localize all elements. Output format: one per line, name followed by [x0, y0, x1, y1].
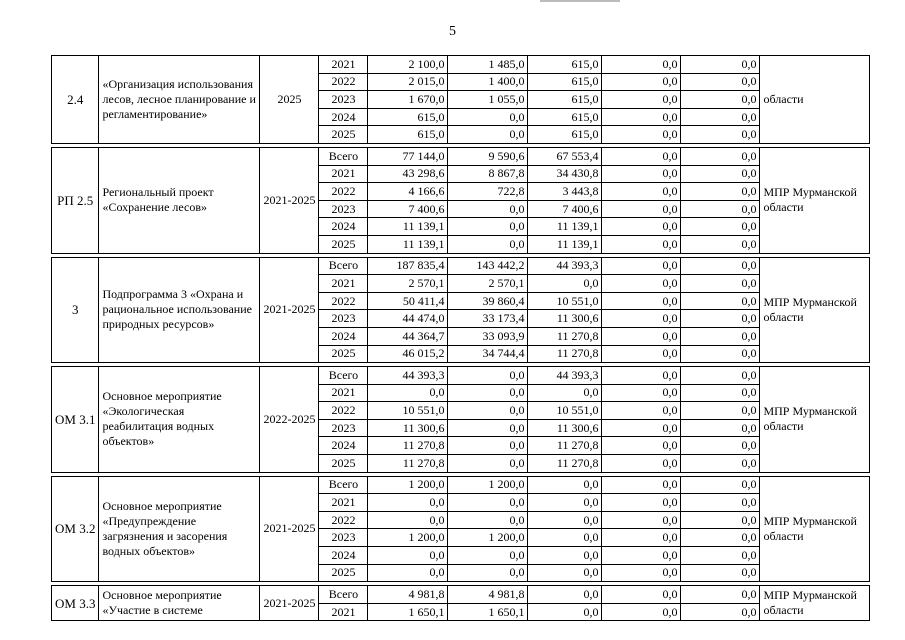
regional-budget-cell: 44 393,3: [528, 257, 602, 275]
total-amount-cell: 11 300,6: [368, 419, 448, 437]
extrabudget-cell: 0,0: [681, 91, 760, 109]
local-budget-cell: 0,0: [602, 547, 681, 565]
federal-budget-cell: 0,0: [448, 511, 528, 529]
federal-budget-cell: 722,8: [448, 183, 528, 201]
extrabudget-cell: 0,0: [681, 183, 760, 201]
program-funding-table: [51, 55, 870, 621]
regional-budget-cell: 34 430,8: [528, 165, 602, 183]
local-budget-cell: 0,0: [602, 603, 681, 621]
total-amount-cell: 11 139,1: [368, 218, 448, 236]
local-budget-cell: 0,0: [602, 73, 681, 91]
regional-budget-cell: 11 300,6: [528, 419, 602, 437]
local-budget-cell: 0,0: [602, 419, 681, 437]
extrabudget-cell: 0,0: [681, 603, 760, 621]
federal-budget-cell: 0,0: [448, 108, 528, 126]
year-cell: 2024: [319, 547, 368, 565]
federal-budget-cell: 143 442,2: [448, 257, 528, 275]
year-cell: Всего: [319, 476, 368, 494]
total-amount-cell: 0,0: [368, 511, 448, 529]
item-name-cell: Основное мероприятие «Экологическая реабилитация водных объектов»: [99, 367, 260, 473]
item-period-cell: 2021-2025: [260, 257, 319, 363]
year-cell: Всего: [319, 257, 368, 275]
year-cell: 2021: [319, 603, 368, 621]
extrabudget-cell: 0,0: [681, 476, 760, 494]
federal-budget-cell: 0,0: [448, 547, 528, 565]
year-cell: Всего: [319, 586, 368, 604]
federal-budget-cell: 33 173,4: [448, 310, 528, 328]
local-budget-cell: 0,0: [602, 476, 681, 494]
total-amount-cell: 1 670,0: [368, 91, 448, 109]
federal-budget-cell: 0,0: [448, 126, 528, 144]
table-row: [52, 257, 870, 275]
page-number: 5: [449, 24, 456, 39]
local-budget-cell: 0,0: [602, 275, 681, 293]
federal-budget-cell: 1 650,1: [448, 603, 528, 621]
extrabudget-cell: 0,0: [681, 367, 760, 385]
federal-budget-cell: 1 400,0: [448, 73, 528, 91]
local-budget-cell: 0,0: [602, 310, 681, 328]
total-amount-cell: 0,0: [368, 547, 448, 565]
total-amount-cell: 2 570,1: [368, 275, 448, 293]
executor-cell: МПР Мурманской области: [760, 257, 870, 363]
regional-budget-cell: 10 551,0: [528, 292, 602, 310]
year-cell: 2025: [319, 455, 368, 473]
local-budget-cell: 0,0: [602, 91, 681, 109]
table-row: [52, 56, 870, 74]
item-code-cell: ОМ 3.1: [52, 367, 99, 473]
regional-budget-cell: 11 270,8: [528, 345, 602, 363]
table-row: [52, 367, 870, 385]
total-amount-cell: 77 144,0: [368, 147, 448, 165]
item-name-cell: Основное мероприятие «Предупреждение загрязнения и засорения водных объектов»: [99, 476, 260, 582]
extrabudget-cell: 0,0: [681, 419, 760, 437]
local-budget-cell: 0,0: [602, 367, 681, 385]
extrabudget-cell: 0,0: [681, 511, 760, 529]
item-period-cell: 2025: [260, 56, 319, 144]
extrabudget-cell: 0,0: [681, 547, 760, 565]
item-name-cell: Подпрограмма 3 «Охрана и рациональное использование природных ресурсов»: [99, 257, 260, 363]
year-cell: 2021: [319, 494, 368, 512]
federal-budget-cell: 1 485,0: [448, 56, 528, 74]
year-cell: 2024: [319, 108, 368, 126]
regional-budget-cell: 615,0: [528, 73, 602, 91]
extrabudget-cell: 0,0: [681, 494, 760, 512]
regional-budget-cell: 0,0: [528, 529, 602, 547]
total-amount-cell: 4 981,8: [368, 586, 448, 604]
extrabudget-cell: 0,0: [681, 218, 760, 236]
federal-budget-cell: 0,0: [448, 437, 528, 455]
total-amount-cell: 2 015,0: [368, 73, 448, 91]
federal-budget-cell: 0,0: [448, 455, 528, 473]
extrabudget-cell: 0,0: [681, 402, 760, 420]
year-cell: 2022: [319, 511, 368, 529]
regional-budget-cell: 11 139,1: [528, 235, 602, 253]
year-cell: 2025: [319, 345, 368, 363]
total-amount-cell: 43 298,6: [368, 165, 448, 183]
extrabudget-cell: 0,0: [681, 257, 760, 275]
executor-cell: МПР Мурманской области: [760, 367, 870, 473]
local-budget-cell: 0,0: [602, 327, 681, 345]
federal-budget-cell: 0,0: [448, 235, 528, 253]
extrabudget-cell: 0,0: [681, 586, 760, 604]
federal-budget-cell: 39 860,4: [448, 292, 528, 310]
table-row: [52, 147, 870, 165]
item-code-cell: 2.4: [52, 56, 99, 144]
federal-budget-cell: 34 744,4: [448, 345, 528, 363]
local-budget-cell: 0,0: [602, 108, 681, 126]
year-cell: 2023: [319, 419, 368, 437]
federal-budget-cell: 0,0: [448, 402, 528, 420]
total-amount-cell: 44 364,7: [368, 327, 448, 345]
regional-budget-cell: 67 553,4: [528, 147, 602, 165]
item-period-cell: 2021-2025: [260, 586, 319, 621]
federal-budget-cell: 33 093,9: [448, 327, 528, 345]
total-amount-cell: 2 100,0: [368, 56, 448, 74]
total-amount-cell: 615,0: [368, 108, 448, 126]
regional-budget-cell: 0,0: [528, 384, 602, 402]
federal-budget-cell: 8 867,8: [448, 165, 528, 183]
federal-budget-cell: 0,0: [448, 494, 528, 512]
year-cell: 2025: [319, 126, 368, 144]
year-cell: 2023: [319, 200, 368, 218]
local-budget-cell: 0,0: [602, 126, 681, 144]
regional-budget-cell: 11 270,8: [528, 455, 602, 473]
regional-budget-cell: 615,0: [528, 108, 602, 126]
year-cell: Всего: [319, 147, 368, 165]
extrabudget-cell: 0,0: [681, 200, 760, 218]
local-budget-cell: 0,0: [602, 586, 681, 604]
extrabudget-cell: 0,0: [681, 564, 760, 582]
year-cell: 2023: [319, 529, 368, 547]
extrabudget-cell: 0,0: [681, 108, 760, 126]
federal-budget-cell: 0,0: [448, 367, 528, 385]
extrabudget-cell: 0,0: [681, 235, 760, 253]
total-amount-cell: 1 200,0: [368, 529, 448, 547]
regional-budget-cell: 3 443,8: [528, 183, 602, 201]
year-cell: 2023: [319, 310, 368, 328]
total-amount-cell: 187 835,4: [368, 257, 448, 275]
regional-budget-cell: 11 139,1: [528, 218, 602, 236]
regional-budget-cell: 0,0: [528, 511, 602, 529]
item-code-cell: РП 2.5: [52, 147, 99, 253]
regional-budget-cell: 7 400,6: [528, 200, 602, 218]
extrabudget-cell: 0,0: [681, 165, 760, 183]
local-budget-cell: 0,0: [602, 384, 681, 402]
item-name-cell: Основное мероприятие «Участие в системе: [99, 586, 260, 621]
total-amount-cell: 46 015,2: [368, 345, 448, 363]
item-name-cell: «Организация использования лесов, лесное планирование и регламентирование»: [99, 56, 260, 144]
federal-budget-cell: 9 590,6: [448, 147, 528, 165]
total-amount-cell: 44 393,3: [368, 367, 448, 385]
regional-budget-cell: 11 300,6: [528, 310, 602, 328]
local-budget-cell: 0,0: [602, 257, 681, 275]
extrabudget-cell: 0,0: [681, 437, 760, 455]
local-budget-cell: 0,0: [602, 147, 681, 165]
total-amount-cell: 11 270,8: [368, 437, 448, 455]
total-amount-cell: 7 400,6: [368, 200, 448, 218]
regional-budget-cell: 0,0: [528, 603, 602, 621]
table-row: [52, 476, 870, 494]
local-budget-cell: 0,0: [602, 218, 681, 236]
year-cell: Всего: [319, 367, 368, 385]
extrabudget-cell: 0,0: [681, 455, 760, 473]
regional-budget-cell: 0,0: [528, 564, 602, 582]
regional-budget-cell: 11 270,8: [528, 437, 602, 455]
extrabudget-cell: 0,0: [681, 310, 760, 328]
regional-budget-cell: 11 270,8: [528, 327, 602, 345]
year-cell: 2022: [319, 402, 368, 420]
local-budget-cell: 0,0: [602, 235, 681, 253]
item-period-cell: 2021-2025: [260, 147, 319, 253]
extrabudget-cell: 0,0: [681, 56, 760, 74]
year-cell: 2024: [319, 218, 368, 236]
extrabudget-cell: 0,0: [681, 345, 760, 363]
year-cell: 2025: [319, 564, 368, 582]
total-amount-cell: 615,0: [368, 126, 448, 144]
year-cell: 2022: [319, 292, 368, 310]
regional-budget-cell: 44 393,3: [528, 367, 602, 385]
year-cell: 2021: [319, 384, 368, 402]
federal-budget-cell: 4 981,8: [448, 586, 528, 604]
federal-budget-cell: 0,0: [448, 218, 528, 236]
local-budget-cell: 0,0: [602, 511, 681, 529]
executor-cell: области: [760, 56, 870, 144]
regional-budget-cell: 0,0: [528, 586, 602, 604]
year-cell: 2023: [319, 91, 368, 109]
total-amount-cell: 11 270,8: [368, 455, 448, 473]
extrabudget-cell: 0,0: [681, 126, 760, 144]
federal-budget-cell: 0,0: [448, 419, 528, 437]
year-cell: 2025: [319, 235, 368, 253]
local-budget-cell: 0,0: [602, 402, 681, 420]
federal-budget-cell: 1 200,0: [448, 476, 528, 494]
regional-budget-cell: 0,0: [528, 275, 602, 293]
item-period-cell: 2022-2025: [260, 367, 319, 473]
extrabudget-cell: 0,0: [681, 147, 760, 165]
total-amount-cell: 1 200,0: [368, 476, 448, 494]
table-row: [52, 586, 870, 604]
extrabudget-cell: 0,0: [681, 275, 760, 293]
extrabudget-cell: 0,0: [681, 384, 760, 402]
year-cell: 2024: [319, 327, 368, 345]
extrabudget-cell: 0,0: [681, 529, 760, 547]
regional-budget-cell: 0,0: [528, 476, 602, 494]
extrabudget-cell: 0,0: [681, 73, 760, 91]
item-name-cell: Региональный проект «Сохранение лесов»: [99, 147, 260, 253]
year-cell: 2022: [319, 73, 368, 91]
total-amount-cell: 4 166,6: [368, 183, 448, 201]
executor-cell: МПР Мурманской области: [760, 147, 870, 253]
federal-budget-cell: 0,0: [448, 384, 528, 402]
total-amount-cell: 11 139,1: [368, 235, 448, 253]
regional-budget-cell: 10 551,0: [528, 402, 602, 420]
extrabudget-cell: 0,0: [681, 327, 760, 345]
federal-budget-cell: 2 570,1: [448, 275, 528, 293]
local-budget-cell: 0,0: [602, 292, 681, 310]
extrabudget-cell: 0,0: [681, 292, 760, 310]
local-budget-cell: 0,0: [602, 200, 681, 218]
total-amount-cell: 50 411,4: [368, 292, 448, 310]
total-amount-cell: 0,0: [368, 564, 448, 582]
local-budget-cell: 0,0: [602, 455, 681, 473]
year-cell: 2024: [319, 437, 368, 455]
regional-budget-cell: 615,0: [528, 126, 602, 144]
local-budget-cell: 0,0: [602, 165, 681, 183]
regional-budget-cell: 615,0: [528, 91, 602, 109]
local-budget-cell: 0,0: [602, 494, 681, 512]
local-budget-cell: 0,0: [602, 529, 681, 547]
total-amount-cell: 0,0: [368, 494, 448, 512]
year-cell: 2021: [319, 275, 368, 293]
total-amount-cell: 10 551,0: [368, 402, 448, 420]
year-cell: 2021: [319, 165, 368, 183]
item-code-cell: ОМ 3.2: [52, 476, 99, 582]
federal-budget-cell: 0,0: [448, 200, 528, 218]
local-budget-cell: 0,0: [602, 564, 681, 582]
regional-budget-cell: 0,0: [528, 547, 602, 565]
year-cell: 2022: [319, 183, 368, 201]
local-budget-cell: 0,0: [602, 56, 681, 74]
regional-budget-cell: 0,0: [528, 494, 602, 512]
regional-budget-cell: 615,0: [528, 56, 602, 74]
item-period-cell: 2021-2025: [260, 476, 319, 582]
federal-budget-cell: 0,0: [448, 564, 528, 582]
item-code-cell: 3: [52, 257, 99, 363]
executor-cell: МПР Мурманской области: [760, 586, 870, 621]
local-budget-cell: 0,0: [602, 437, 681, 455]
total-amount-cell: 0,0: [368, 384, 448, 402]
federal-budget-cell: 1 200,0: [448, 529, 528, 547]
year-cell: 2021: [319, 56, 368, 74]
total-amount-cell: 44 474,0: [368, 310, 448, 328]
federal-budget-cell: 1 055,0: [448, 91, 528, 109]
executor-cell: МПР Мурманской области: [760, 476, 870, 582]
local-budget-cell: 0,0: [602, 345, 681, 363]
local-budget-cell: 0,0: [602, 183, 681, 201]
scan-artifact-mark: [540, 0, 620, 2]
item-code-cell: ОМ 3.3: [52, 586, 99, 621]
total-amount-cell: 1 650,1: [368, 603, 448, 621]
